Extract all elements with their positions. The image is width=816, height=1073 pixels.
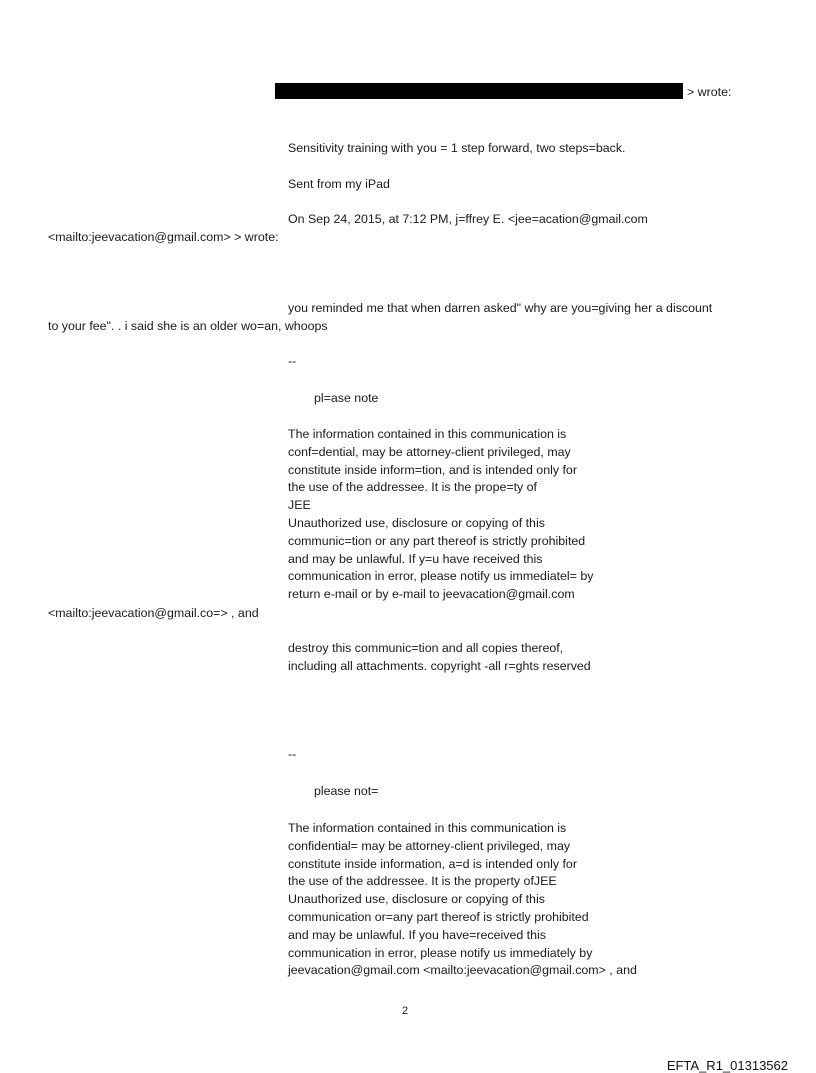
disclaimer-line: and may be unlawful. If you have=received this (288, 927, 546, 942)
disclaimer-line: The information contained in this communication is (288, 821, 567, 835)
disclaimer-line: constitute inside inform=tion, and is intended only for (288, 462, 577, 477)
quote-header-line: <mailto:jeevacation@gmail.com> > wrote: (48, 230, 279, 244)
header-wrote: > wrote: (687, 85, 732, 99)
disclaimer-line: including all attachments. copyright -all r=ghts reserved (288, 658, 591, 673)
disclaimer-line: the use of the addressee. It is the prope=ty of (288, 480, 538, 495)
disclaimer-line: Unauthorized use, disclosure or copying of this (288, 892, 545, 907)
disclaimer-line: conf=dential, may be attorney-client privileged, may (288, 444, 571, 459)
message-body-line: you reminded me that when darren asked" why are you=giving her a discount (288, 301, 713, 315)
sent-from-line: Sent from my iPad (288, 177, 390, 191)
disclaimer-block (288, 820, 637, 980)
disclaimer-line: and may be unlawful. If y=u have received this (288, 551, 543, 566)
disclaimer-line: jeevacation@gmail.com <mailto:jeevacation@gmail.com> , and (288, 963, 637, 978)
disclaimer-line: communication or=any part thereof is strictly prohibited (288, 909, 589, 924)
disclaimer-line: communication in error, please notify us immediatel= by (288, 569, 594, 584)
disclaimer-line: The information contained in this communication is (288, 427, 567, 441)
disclaimer-line: the use of the addressee. It is the property ofJEE (288, 874, 557, 889)
disclaimer-line: destroy this communic=tion and all copies thereof, (288, 641, 564, 655)
disclaimer-block (288, 426, 593, 604)
disclaimer-line: Unauthorized use, disclosure or copying of this (288, 515, 545, 530)
signature-note: please not= (314, 784, 379, 798)
redaction-bar (275, 83, 683, 99)
signature-note: pl=ase note (314, 391, 379, 405)
document-id: EFTA_R1_01313562 (666, 1058, 788, 1073)
signature-dashes: -- (288, 747, 297, 761)
disclaimer-line: JEE (288, 498, 311, 513)
message-line: Sensitivity training with you = 1 step forward, two steps=back. (288, 141, 626, 155)
mailto-line: <mailto:jeevacation@gmail.co=> , and (48, 606, 259, 620)
disclaimer-line: return e-mail or by e-mail to jeevacation@gmail.com (288, 587, 575, 602)
disclaimer-line: communic=tion or any part thereof is strictly prohibited (288, 533, 586, 548)
disclaimer-line: constitute inside information, a=d is intended only for (288, 856, 577, 871)
message-body-line: to your fee". . i said she is an older wo=an, whoops (48, 319, 328, 333)
disclaimer-line: confidential= may be attorney-client privileged, may (288, 838, 571, 853)
page-number: 2 (402, 1005, 409, 1017)
signature-dashes: -- (288, 354, 297, 368)
disclaimer-line: communication in error, please notify us immediately by (288, 945, 593, 960)
disclaimer-tail-block (288, 640, 591, 676)
quote-header-line: On Sep 24, 2015, at 7:12 PM, j=ffrey E. <jee=acation@gmail.com (288, 212, 648, 226)
